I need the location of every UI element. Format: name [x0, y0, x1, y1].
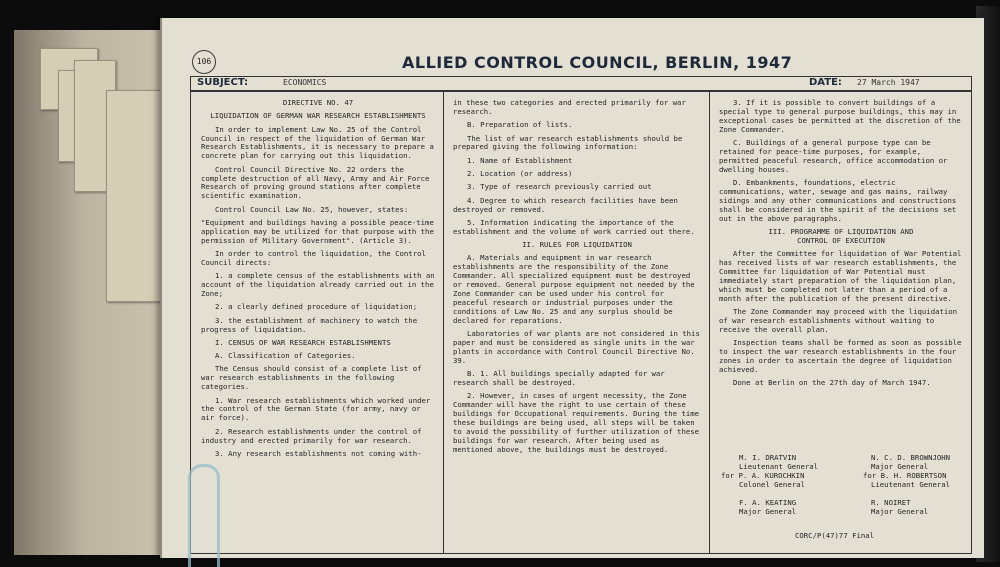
column-1: [201, 99, 435, 463]
paragraph: 2. a clearly defined procedure of liquidation;: [215, 302, 418, 312]
paragraph: 3. the establishment of machinery to watch the progress of liquidation.: [201, 315, 418, 334]
paragraph: Control Council Directive No. 22 orders the complete destruction of all Navy, Army and Air Force Research of proving ground stations after complete scientific examination.: [201, 164, 430, 201]
directive-title: DIRECTIVE NO. 47: [282, 98, 354, 107]
column-2: [453, 99, 701, 459]
paragraph: in these two categories and erected primarily for war research.: [453, 98, 686, 116]
list-item: 4. Degree to which research facilities have been destroyed or removed.: [453, 195, 678, 214]
signature-block-left: [721, 453, 851, 516]
page-tab: [106, 90, 164, 302]
subject-value: ECONOMICS: [283, 78, 327, 87]
paragraph: Control Council Law No. 25, however, states:: [215, 204, 409, 214]
column-divider: [709, 91, 710, 553]
date-value: 27 March 1947: [857, 78, 920, 87]
column-3: [719, 99, 963, 392]
paragraph: After the Committee for liquidation of War Potential has received lists of war research establishments, the Committee for liquidation of War Potential must immediately start preparation of the liquidation plan, which must be completed not later than a period of a month after the publication of the present directive.: [719, 249, 962, 303]
list-item: 1. Name of Establishment: [467, 155, 573, 165]
subsection-heading: A. Classification of Categories.: [215, 351, 356, 361]
document-sheet: [160, 18, 984, 558]
paragraph: The Zone Commander may proceed with the liquidation of war research establishments without waiting to receive the overall plan.: [719, 306, 958, 334]
paragraph: "Equipment and buildings having a possible peace-time application may be utilized for that purpose with the permission of Military Government". (Article 3).: [201, 217, 434, 245]
paragraph: Laboratories of war plants are not considered in this paper and must be considered as single units in the war plants in accordance with Control Council Directive No. 39.: [453, 328, 700, 365]
paragraph: Inspection teams shall be formed as soon as possible to inspect the war research establishments in the four zones in order to ascertain the degree of liquidation achieved.: [719, 338, 962, 374]
page-number: 106: [192, 50, 216, 74]
paragraph: D. Embankments, foundations, electric communications, water, sewage and gas mains, railway sidings and any other communications and constructions shall be considered in the spirit of the decisions set out in the above paragraphs.: [719, 178, 957, 223]
section-heading: CONTROL OF EXECUTION: [797, 235, 885, 245]
paragraph: 2. Research establishments under the control of industry and erected primarily for war research.: [201, 426, 422, 445]
signatory-name: F. A. KEATING: [739, 498, 797, 507]
signatory-rank: Major General: [871, 507, 929, 516]
paragraph: 2. However, in cases of urgent necessity, the Zone Commander will have the right to use certain of these buildings for Occupational requirements. During the time these buildings are being used, all steps will be taken to avoid the possibility of further utilization of these buildings for war research. After being used as mentioned above, the buildings must be destroyed.: [453, 391, 700, 454]
paragraph: In order to control the liquidation, the Control Council directs:: [201, 249, 426, 267]
paragraph: In order to implement Law No. 25 of the Control Council in respect of the liquidation of German War Research Establishments, it is necessary to prepare a concrete plan for carrying out this liquidation.: [201, 124, 434, 161]
paragraph: 3. If it is possible to convert buildings of a special type to general purpose buildings, this may in exceptional cases be permitted at the discretion of the Zone Commander.: [719, 98, 961, 134]
signatory-name: M. I. DRATVIN: [739, 453, 797, 462]
paragraph: The list of war research establishments should be prepared giving the following information:: [453, 133, 683, 152]
list-item: 3. Type of research previously carried out: [467, 182, 652, 192]
signatory-rank: Major General: [739, 507, 797, 516]
paragraph: The Census should consist of a complete list of war research establishments in the following categories.: [201, 364, 422, 392]
signatory-name: R. NOIRET: [871, 498, 911, 507]
signatory-rank: Major General: [871, 462, 929, 471]
paragraph: 3. Any research establishments not coming with-: [215, 448, 422, 458]
date-label: DATE:: [809, 77, 842, 88]
paragraph: A. Materials and equipment in war research establishments are the responsibility of the Zone Commander. All specialized equipment must be destroyed or removed. General purpose equipment not needed by the Zone Commander can be used under his control for peaceful research or industrial purposes under the conditions of Law No. 25 and any surplus should be declared for reparations.: [453, 253, 695, 325]
paragraph: Done at Berlin on the 27th day of March 1947.: [733, 378, 931, 388]
section-heading: III. PROGRAMME OF LIQUIDATION AND: [768, 226, 914, 236]
paragraph: 1. a complete census of the establishments with an account of the liquidation already carried out in the Zone;: [201, 271, 435, 299]
signatory-rank: Colonel General: [739, 480, 805, 489]
list-item: 5. Information indicating the importance of the establishment and the volume of work carried out there.: [453, 217, 695, 236]
plastic-clip: [188, 464, 220, 567]
subject-label: SUBJECT:: [197, 77, 249, 88]
council-title: ALLIED CONTROL COUNCIL, BERLIN, 1947: [402, 53, 793, 72]
document-reference: CORC/P(47)77 Final: [795, 531, 875, 540]
signatory-rank: Lieutenant General: [739, 462, 819, 471]
paragraph: B. 1. All buildings specially adapted for war research shall be destroyed.: [453, 368, 665, 387]
signatory-for: for B. H. ROBERTSON: [863, 471, 947, 480]
signature-block-right: [863, 453, 971, 516]
list-item: 2. Location (or address): [467, 169, 573, 178]
section-heading: II. RULES FOR LIQUIDATION: [522, 240, 632, 249]
text-columns-box: [190, 90, 972, 554]
signatory-name: N. C. D. BROWNJOHN: [871, 453, 951, 462]
paragraph: 1. War research establishments which worked under the control of the German State (for army, navy or air force).: [201, 395, 431, 423]
subsection-heading: B. Preparation of lists.: [467, 120, 573, 130]
signatory-rank: Lieutenant General: [871, 480, 951, 489]
directive-subtitle: LIQUIDATION OF GERMAN WAR RESEARCH ESTABLISHMENTS: [210, 111, 426, 121]
column-divider: [443, 91, 444, 553]
paragraph: C. Buildings of a general purpose type can be retained for peace-time purposes, for example, permitted peaceful research, office accommodation or dwelling houses.: [719, 138, 948, 174]
signatory-for: for P. A. KUROCHKIN: [721, 471, 805, 480]
section-heading: I. CENSUS OF WAR RESEARCH ESTABLISHMENTS: [215, 337, 391, 347]
